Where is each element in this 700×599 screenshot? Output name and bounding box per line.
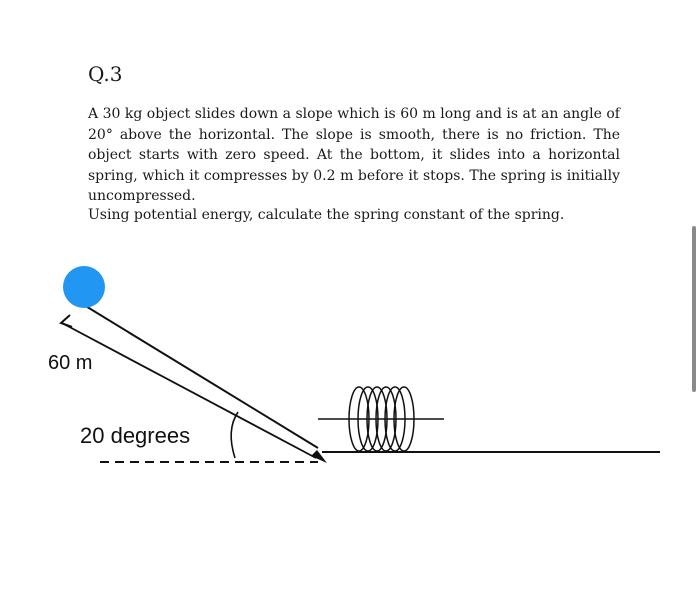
length-label: 60 m	[48, 352, 93, 374]
angle-arc	[231, 412, 238, 458]
question-instruction: Using potential energy, calculate the spring constant of the spring.	[88, 207, 565, 223]
question-text: A 30 kg object slides down a slope which is 60 m long and is at an angle of 20° above the horizontal. The slope is smooth, there is no friction. The object starts with zero speed. At the bottom, it slides into a horizontal spring, which it compresses by 0.2 m before it stops. The spring is initially uncompressed.	[88, 106, 620, 204]
spring	[318, 387, 444, 451]
scrollbar[interactable]	[692, 226, 696, 392]
question-number: Q.3	[88, 62, 123, 86]
angle-label: 20 degrees	[80, 423, 191, 448]
ball-object	[63, 266, 105, 308]
arrowhead-top	[61, 315, 72, 327]
